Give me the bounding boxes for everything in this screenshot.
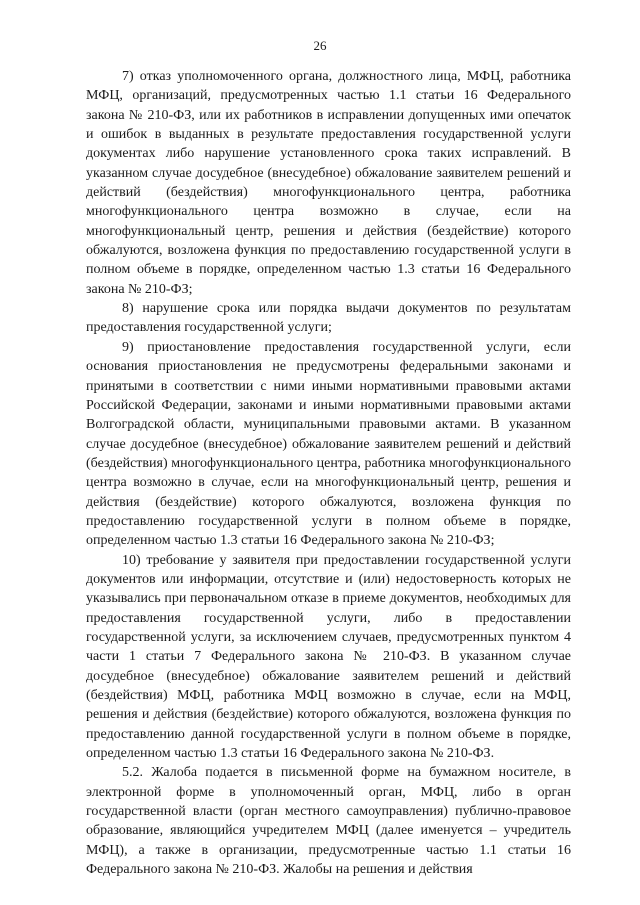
document-body (86, 67, 571, 879)
paragraph-item-7: 7) отказ уполномоченного органа, должностного лица, МФЦ, работника МФЦ, организаций, предусмотренных частью 1.1 статьи 16 Федерального закона № 210-ФЗ, или их работников в исправлении допущенных ими опечаток и ошибок в выданных в результате предоставления государственной услуги документах либо нарушение установленного срока таких исправлений. В указанном случае досудебное (внесудебное) обжалование заявителем решений и действий (бездействия) многофункционального центра, работника многофункционального центра возможно в случае, если на многофункциональный центр, решения и действия (бездействие) которого обжалуются, возложена функция по предоставлению государственной услуги в полном объеме в порядке, определенном частью 1.3 статьи 16 Федерального закона № 210-ФЗ; (86, 69, 571, 297)
paragraph-item-9: 9) приостановление предоставления государственной услуги, если основания приостановления не предусмотрены федеральными законами и принятыми в соответствии с ними иными нормативными правовыми актами Российской Федерации, законами и иными нормативными правовыми актами Волгоградской области, муниципальными правовыми актами. В указанном случае досудебное (внесудебное) обжалование заявителем решений и действий (бездействия) многофункционального центра, работника многофункционального центра возможно в случае, если на многофункциональный центр, решения и действия (бездействие) которого обжалуются, возложена функция по предоставлению государственной услуги в полном объеме в порядке, определенном частью 1.3 статьи 16 Федерального закона № 210-ФЗ; (86, 339, 571, 549)
page-number: 26 (313, 38, 327, 53)
paragraph-item-8: 8) нарушение срока или порядка выдачи документов по результатам предоставления государственной услуги; (86, 301, 571, 336)
paragraph-item-10: 10) требование у заявителя при предоставлении государственной услуги документов или информации, отсутствие и (или) недостоверность которых не указывались при первоначальном отказе в приеме документов, необходимых для предоставления государственной услуги, либо в предоставлении государственной услуги, за исключением случаев, предусмотренных пунктом 4 части 1 статьи 7 Федерального закона № 210-ФЗ. В указанном случае досудебное (внесудебное) обжалование заявителем решений и действий (бездействия) МФЦ, работника МФЦ возможно в случае, если на МФЦ, решения и действия (бездействие) которого обжалуются, возложена функция по предоставлению данной государственной услуги в полном объеме в порядке, определенном частью 1.3 статьи 16 Федерального закона № 210-ФЗ. (86, 552, 571, 762)
paragraph-section-5-2: 5.2. Жалоба подается в письменной форме на бумажном носителе, в электронной форме в уполномоченный орган, МФЦ, либо в орган государственной власти (орган местного самоуправления) публично-правовое образование, являющийся учредителем МФЦ (далее именуется – учредитель МФЦ), а также в организации, предусмотренные частью 1.1 статьи 16 Федерального закона № 210-ФЗ. Жалобы на решения и действия (86, 765, 571, 878)
